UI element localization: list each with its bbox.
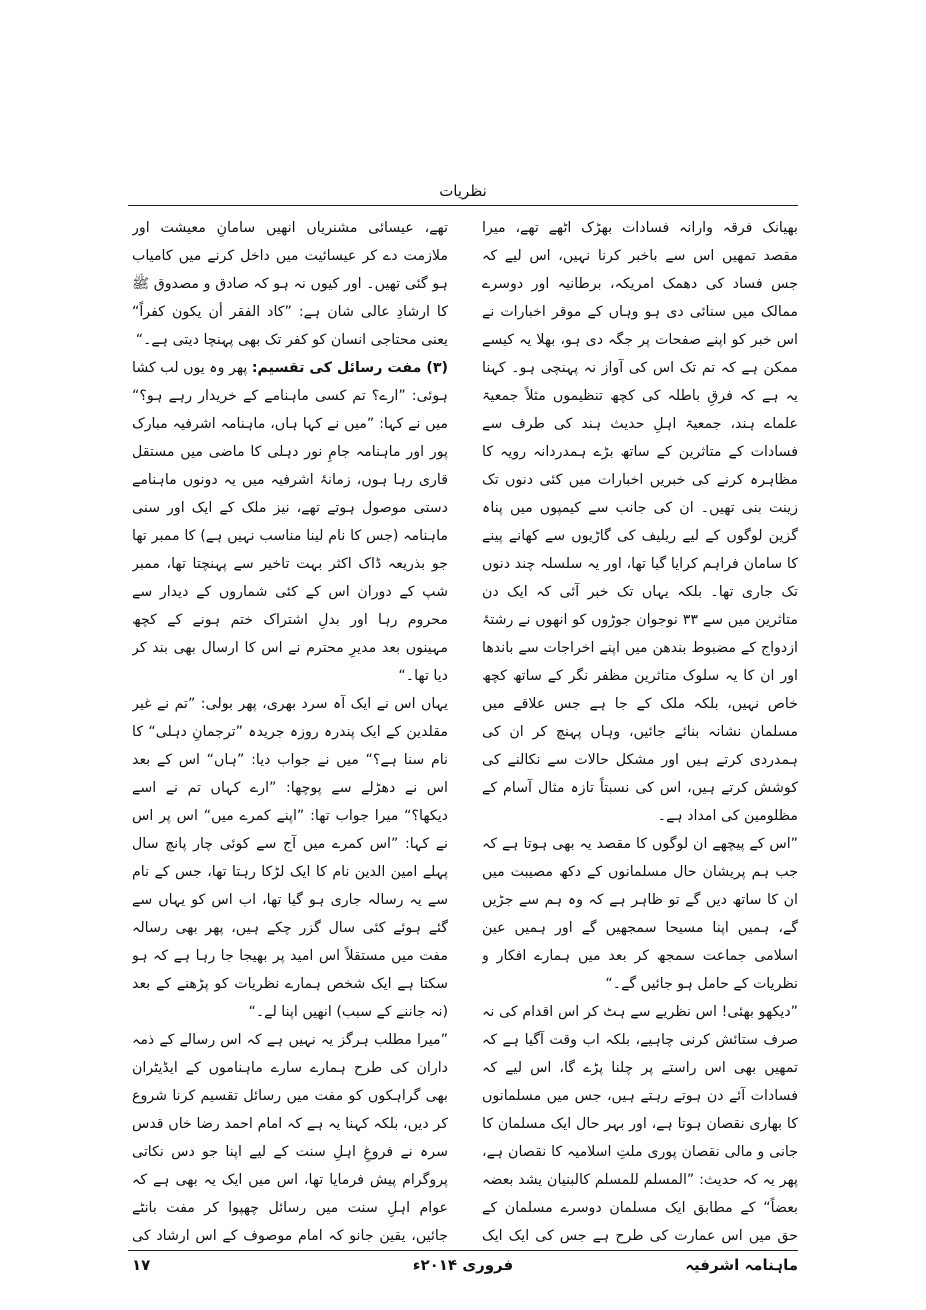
footer-issue-date: فروری ۲۰۱۴ء	[412, 1256, 514, 1274]
footer-page-number: ۱۷	[132, 1256, 151, 1274]
footer-rule	[128, 1250, 798, 1251]
footer-magazine-name: ماہنامہ اشرفیہ	[685, 1256, 798, 1274]
paragraph	[132, 690, 448, 1026]
header-rule	[128, 205, 798, 206]
paragraph	[132, 354, 448, 690]
right-column	[482, 214, 798, 1244]
section-heading: (۳) مفت رسائل کی تقسیم:	[251, 360, 448, 376]
paragraph-text: تھے، عیسائی مشنریاں انھیں سامانِ معیشت اور ملازمت دے کر عیسائیت میں داخل کرنے میں کامیاب ہو گئی تھیں۔ اور کیوں نہ ہو کہ صادق و مصدوق ﷺ کا ارشادِ عالی شان ہے: ”کاد الفقر أن یکون کفراً“ یعنی محتاجی انسان کو کفر تک بھی پہنچا دیتی ہے۔“	[132, 220, 448, 348]
paragraph-text: ”میرا مطلب ہرگز یہ نہیں ہے کہ اس رسالے کے ذمہ داران کی طرح ہمارے سارے ماہناموں کے ایڈیٹران بھی گراہکوں کو مفت میں رسائل تقسیم کرنا شروع کر دیں، بلکہ کہنا یہ ہے کہ امام احمد رضا خاں قدس سرہ نے فروغِ اہلِ سنت کے لیے اپنا جو دس نکاتی پروگرام پیش فرمایا تھا، اس میں ایک یہ بھی ہے کہ عوام اہلِ سنت میں رسائل چھپوا کر مفت بانٹے جائیں، یقین جانو کہ امام موصوف کے اس ارشاد کی	[132, 1032, 448, 1244]
paragraph: ”اس کے پیچھے ان لوگوں کا مقصد یہ بھی ہوتا ہے کہ جب ہم پریشان حال مسلمانوں کے دکھ مصیبت میں ان کا ساتھ دیں گے تو ظاہر ہے کہ وہ ہم سے جڑیں گے، ہمیں اپنا مسیحا سمجھیں گے اور ہمیں عین اسلامی جماعت سمجھ کر بعد میں ہمارے افکار و نظریات کے حامل ہو جائیں گے۔“	[482, 836, 798, 992]
paragraph: بھیانک فرقہ وارانہ فسادات بھڑک اٹھے تھے، میرا مقصد تمھیں اس سے باخبر کرنا نہیں، اس لیے کہ جس فساد کی دھمک امریکہ، برطانیہ اور دوسرے ممالک میں سنائی دی ہو وہاں کے موقر اخبارات نے اس خبر کو اپنے صفحات پر جگہ دی ہو، بھلا یہ کیسے ممکن ہے کہ تم تک اس کی آواز نہ پہنچی ہو۔ کہنا یہ ہے کہ فرقِ باطلہ کی کچھ تنظیموں مثلاً جمعیۃ علماے ہند، جمعیۃ اہلِ حدیث ہند کی طرف سے فسادات کے متاثرین کے ساتھ بڑے ہمدردانہ رویہ کا مظاہرہ کرنے کی خبریں اخبارات میں کئی دنوں تک زینت بنی تھیں۔ ان کی جانب سے کیمپوں میں پناہ گزین لوگوں کے لیے ریلیف کی گاڑیوں سے کھانے پینے کا سامان فراہم کرایا گیا تھا، اور یہ سلسلہ چند دنوں تک جاری تھا۔ بلکہ یہاں تک خبر آئی کہ ایک دن متاثرین میں سے ۳۳ نوجوان جوڑوں کو انھوں نے رشتۂ ازدواج کے مضبوط بندھن میں اپنے اخراجات سے باندھا اور ان کا یہ سلوک متاثرین مظفر نگر کے ساتھ کچھ خاص نہیں، بلکہ ملک کے جا ہے جس علاقے میں مسلمان نشانہ بنائے جائیں، وہاں پہنچ کر ان کی ہمدردی کرتے ہیں اور مشکل حالات سے نکالنے کی کوشش کرتے ہیں، اس کی نسبتاً تازہ مثال آسام کے مظلومین کی امداد ہے۔	[482, 220, 798, 824]
paragraph-text: یہاں اس نے ایک آہ سرد بھری، پھر بولی: ”تم نے غیر مقلدین کے ایک پندرہ روزہ جریدہ ”ترجمانِ دہلی“ کا نام سنا ہے؟“ میں نے جواب دیا: ”ہاں“ اس کے بعد اس نے دھڑلے سے پوچھا: ”ارے کہاں تم نے اسے دیکھا؟“ میرا جواب تھا: ”اپنے کمرے میں“ اس پر اس نے کہا: ”اس کمرے میں آج سے کوئی چار پانچ سال پہلے امین الدین نام کا ایک لڑکا رہتا تھا، جس کے نام سے یہ رسالہ جاری ہو گیا تھا، اب اس کو یہاں سے گئے ہوئے کئی سال گزر چکے ہیں، پھر بھی رسالہ مفت میں مستقلاً اس امید پر بھیجا جا رہا ہے کہ ہو سکتا ہے ایک شخص ہمارے نظریات کو پڑھنے کے بعد (نہ جاننے کے سبب) انھیں اپنا لے۔“	[132, 696, 448, 1020]
paragraph: ”دیکھو بھئی! اس نظریے سے ہٹ کر اس اقدام کی نہ صرف ستائش کرنی چاہیے، بلکہ اب وقت آگیا ہے کہ تمھیں بھی اس راستے پر چلنا پڑے گا، اس لیے کہ فسادات آئے دن ہوتے رہتے ہیں، جس میں مسلمانوں کا بھاری نقصان ہوتا ہے، اور بہر حال ایک مسلمان کا جانی و مالی نقصان پوری ملتِ اسلامیہ کا نقصان ہے، پھر یہ کہ حدیث: ”المسلم للمسلم کالبنیان یشد بعضہ بعضاً“ کے مطابق ایک مسلمان دوسرے مسلمان کے حق میں اس عمارت کی طرح ہے جس کی ایک ایک	[482, 1004, 798, 1244]
paragraph	[132, 1026, 448, 1244]
left-column	[132, 214, 448, 1244]
running-header: نظریات	[439, 182, 487, 200]
paragraph-text: پھر وہ یوں لب کشا ہوئی: ”ارے؟ تم کسی ماہنامے کے خریدار رہے ہو؟“ میں نے کہا: ”میں نے کہا ہاں، ماہنامہ اشرفیہ مبارک پور اور ماہنامہ جامِ نور دہلی کا ماضی میں مستقل قاری رہا ہوں، زمانۂ اشرفیہ میں یہ دونوں ماہنامے دستی موصول ہوتے تھے، نیز ملک کے ایک اور سنی ماہنامہ (جس کا نام لینا مناسب نہیں ہے) کا ممبر تھا جو بذریعہ ڈاک اکثر بہت تاخیر سے پہنچتا تھا، ممبر شپ کے دوران اس کے کئی شماروں کے دیدار سے محروم رہا اور بدلِ اشتراک ختم ہونے کے کچھ مہینوں بعد مدیرِ محترم نے اس کا ارسال بھی بند کر دیا تھا۔“	[132, 360, 448, 684]
paragraph	[132, 214, 448, 354]
